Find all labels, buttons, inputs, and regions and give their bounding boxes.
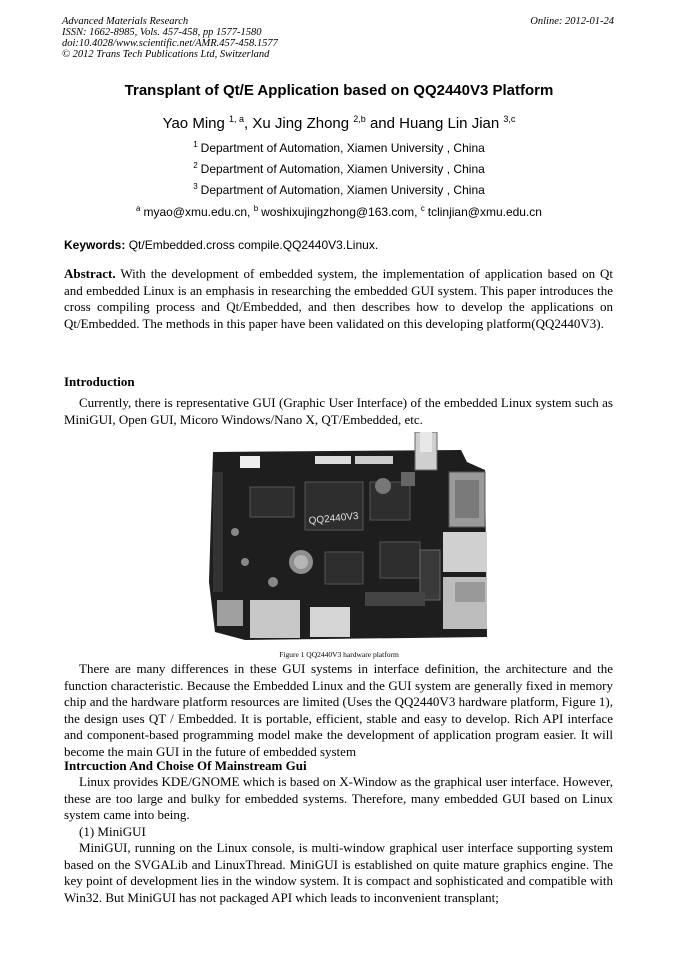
email-c: tclinjian@xmu.edu.cn (427, 205, 542, 219)
figure-1-caption: Figure 1 QQ2440V3 hardware platform (279, 650, 399, 659)
affiliation-3-num: 3 (193, 182, 198, 191)
keywords (64, 238, 378, 252)
list-item-minigui: (1) MiniGUI (79, 824, 146, 839)
email-a-sup: a (136, 204, 141, 213)
journal-name: Advanced Materials Research (62, 16, 189, 27)
section-heading-mainstream-gui: Intrcuction And Choise Of Mainstream Gui (64, 758, 307, 773)
board-illustration (205, 432, 489, 642)
email-a: myao@xmu.edu.cn, (143, 205, 254, 219)
affiliation-3 (0, 182, 678, 197)
author-sep-2: and Huang Lin Jian (365, 115, 504, 132)
affiliation-1-num: 1 (193, 140, 198, 149)
email-c-sup: c (420, 204, 425, 213)
intro-paragraph-1: Currently, there is representative GUI (Graphic User Interface) of the embedded Linux system such as MiniGUI, Open GUI, Micoro Windows/Nano X, QT/Embedded, etc. (64, 395, 613, 427)
author-1-sup: 1, a (229, 114, 245, 124)
copyright-line: © 2012 Trans Tech Publications Ltd, Switzerland (62, 49, 270, 60)
doi-line: doi:10.4028/www.scientific.net/AMR.457-458.1577 (62, 38, 278, 49)
keywords-label: Keywords: (64, 238, 126, 252)
affiliation-3-text: Department of Automation, Xiamen University , China (200, 183, 485, 197)
journal-header (62, 16, 278, 60)
affiliation-1-text: Department of Automation, Xiamen University , China (200, 141, 485, 155)
email-b-sup: b (253, 204, 259, 213)
author-2-sup: 2,b (353, 114, 366, 124)
affiliation-1 (0, 140, 678, 155)
abstract-label: Abstract. (64, 266, 116, 281)
author-3-sup: 3,c (503, 114, 516, 124)
abstract-text: With the development of embedded system, the implementation of application based on Qt and embedded Linux is an emphasis in researching the embedded GUI system. This paper introduces the cross compiling process and Qt/Embedded, and then describes how to develop the applications on Qt/Embedded. The methods in this paper have been validated on this developing platform(QQ2440V3). (64, 266, 613, 331)
paper-title: Transplant of Qt/E Application based on QQ2440V3 Platform (124, 82, 554, 99)
author-sep-1: , Xu Jing Zhong (244, 115, 354, 132)
board-model-label: QQ2440V3 (308, 510, 360, 527)
author-1: Yao Ming (162, 115, 230, 132)
keywords-text: Qt/Embedded.cross compile.QQ2440V3.Linux. (125, 238, 379, 252)
abstract (64, 266, 613, 332)
intro-paragraph-2: There are many differences in these GUI systems in interface definition, the architecture and the function characteristic. Because the Embedded Linux and the GUI system are generally fixed in memory chip and the hardware platform resources are limited (Uses the QQ2440V3 hardware platform, Figure 1), the design uses QT / Embedded. It is portable, efficient, stable and easy to develop. Rich API interface and component-based programming model make the development of application program easier. It will become the main GUI in the future of embedded system (64, 661, 613, 759)
section-heading-introduction: Introduction (64, 374, 135, 389)
affiliation-2-num: 2 (193, 161, 198, 170)
section2-paragraph-1: Linux provides KDE/GNOME which is based on X-Window as the graphical user interface. However, these are too large and bulky for embedded systems. Therefore, many embedded GUI based on Linux system came into being. (64, 774, 613, 822)
affiliation-2 (0, 161, 678, 176)
affiliation-2-text: Department of Automation, Xiamen University , China (200, 162, 485, 176)
email-b: woshixujingzhong@163.com, (261, 205, 421, 219)
author-line (0, 114, 678, 132)
section2-paragraph-2: MiniGUI, running on the Linux console, is multi-window graphical user interface supporting system based on the SVGALib and LinuxThread. MiniGUI is established on quite mature graphics engine. The key point of development lies in the window system. It is compact and sophisticated and compatible with Win32. But MiniGUI has not packaged API which leads to inconvenient transplant; (64, 840, 613, 905)
online-date: Online: 2012-01-24 (530, 16, 614, 27)
email-line (0, 204, 678, 219)
figure-1-board-photo (205, 432, 489, 642)
issn-line: ISSN: 1662-8985, Vols. 457-458, pp 1577-1580 (62, 27, 262, 38)
